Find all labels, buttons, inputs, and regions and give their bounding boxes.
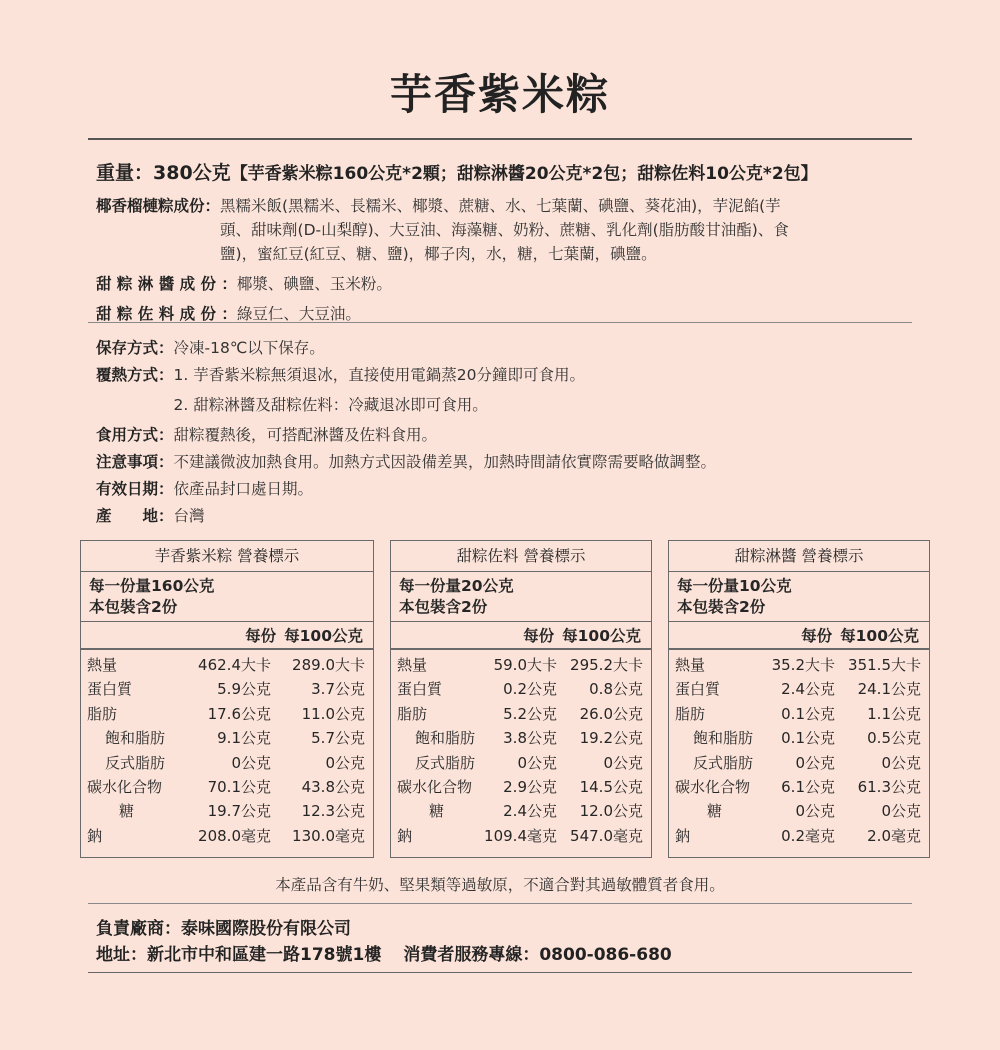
nutrition-row: 鈉 109.4毫克 547.0毫克 [397, 826, 643, 845]
weight-section [96, 158, 916, 185]
ingredient-label: 甜 粽 佐 料 成 份 ： [96, 305, 237, 323]
col-per-100g: 每100公克 [284, 627, 363, 645]
nutrition-row: 鈉 0.2毫克 2.0毫克 [675, 826, 921, 845]
info-label: 有效日期： [96, 480, 174, 498]
nutrition-row: 脂肪 0.1公克 1.1公克 [675, 704, 921, 723]
nutrition-title: 甜粽佐料 營養標示 [391, 541, 651, 572]
nutrition-row: 飽和脂肪 0.1公克 0.5公克 [693, 729, 921, 748]
manufacturer-label: 負責廠商： [96, 919, 181, 939]
nutrition-header [391, 622, 651, 650]
nutrition-title: 甜粽淋醬 營養標示 [669, 541, 929, 572]
info-row-usage [96, 423, 916, 447]
info-value: 甜粽覆熱後，可搭配淋醬及佐料食用。 [173, 426, 438, 444]
ingredient-line: 椰漿、碘鹽、玉米粉。 [236, 275, 392, 293]
info-value: 台灣 [173, 507, 205, 525]
serving-size: 每一份量160公克 [89, 577, 215, 595]
info-value: 2. 甜粽淋醬及甜粽佐料：冷藏退冰即可食用。 [173, 396, 488, 414]
ingredient-line: 綠豆仁、大豆油。 [236, 305, 361, 323]
nutrition-row: 熱量 35.2大卡 351.5大卡 [675, 656, 921, 674]
nutrition-row: 脂肪 17.6公克 11.0公克 [87, 704, 365, 723]
servings-per-pack: 本包裝含2份 [399, 598, 488, 616]
nutrition-row: 反式脂肪 0公克 0公克 [693, 753, 921, 772]
nutrition-rows [81, 650, 373, 848]
nutrition-serving [391, 572, 651, 622]
weight-detail: 【芋香紫米粽160公克*2顆；甜粽淋醬20公克*2包；甜粽佐料10公克*2包】 [230, 164, 818, 184]
nutrition-row: 鈉 208.0毫克 130.0毫克 [87, 826, 365, 845]
col-per-serving: 每份 [801, 627, 833, 645]
info-label: 食用方式： [96, 426, 174, 444]
info-section [96, 336, 916, 528]
info-label: 覆熱方式： [96, 366, 174, 384]
serving-size: 每一份量20公克 [399, 577, 514, 595]
nutrition-row: 蛋白質 0.2公克 0.8公克 [397, 680, 643, 699]
nutrition-row: 碳水化合物 70.1公克 43.8公克 [87, 777, 365, 796]
ingredient-line: 鹽)，蜜紅豆(紅豆、糖、鹽)，椰子肉，水，糖，七葉蘭，碘鹽。 [220, 245, 657, 263]
nutrition-row: 反式脂肪 0公克 0公克 [415, 753, 643, 772]
nutrition-row: 飽和脂肪 9.1公克 5.7公克 [105, 729, 365, 748]
divider-top [88, 138, 912, 140]
hotline-label: 消費者服務專線： [403, 945, 540, 965]
info-label: 保存方式： [96, 339, 174, 357]
nutrition-title: 芋香紫米粽 營養標示 [81, 541, 373, 572]
nutrition-header [81, 622, 373, 650]
ingredient-row-main [96, 194, 916, 266]
info-row-storage [96, 336, 916, 360]
nutrition-row: 飽和脂肪 3.8公克 19.2公克 [415, 729, 643, 748]
allergen-notice: 本產品含有牛奶、堅果類等過敏原，不適合對其過敏體質者食用。 [275, 876, 725, 894]
divider-bottom-1 [88, 903, 912, 904]
ingredient-label: 甜 粽 淋 醬 成 份 ： [96, 275, 237, 293]
ingredient-row-sauce [96, 272, 916, 296]
nutrition-serving [81, 572, 373, 622]
col-per-serving: 每份 [523, 627, 555, 645]
manufacturer-name: 泰味國際股份有限公司 [181, 919, 351, 939]
info-value: 冷凍-18℃以下保存。 [173, 339, 325, 357]
col-per-100g: 每100公克 [840, 627, 919, 645]
serving-size: 每一份量10公克 [677, 577, 792, 595]
info-row-origin [96, 504, 916, 528]
nutrition-panel-topping [390, 540, 652, 858]
info-row-expiry [96, 477, 916, 501]
info-value: 不建議微波加熱食用。加熱方式因設備差異，加熱時間請依實際需要略做調整。 [173, 453, 717, 471]
divider-bottom-2 [88, 972, 912, 973]
divider-mid [88, 322, 912, 323]
nutrition-row: 糖 2.4公克 12.0公克 [429, 802, 643, 821]
servings-per-pack: 本包裝含2份 [89, 598, 178, 616]
info-label: 注意事項： [96, 453, 174, 471]
nutrition-rows [669, 650, 929, 848]
ingredients-section [96, 194, 916, 326]
ingredient-line: 黑糯米飯(黑糯米、長糯米、椰漿、蔗糖、水、七葉蘭、碘鹽、葵花油)，芋泥餡(芋 [220, 197, 781, 215]
nutrition-row: 蛋白質 5.9公克 3.7公克 [87, 680, 365, 699]
nutrition-row: 蛋白質 2.4公克 24.1公克 [675, 680, 921, 699]
address-value: 新北市中和區建一路178號1樓 [147, 945, 382, 965]
hotline-value: 0800-086-680 [539, 945, 672, 965]
nutrition-row: 糖 0公克 0公克 [707, 802, 921, 821]
nutrition-panel-zongzi [80, 540, 374, 858]
nutrition-header [669, 622, 929, 650]
weight-label: 重量： [96, 162, 154, 184]
ingredient-label: 椰香榴槤粽成份： [96, 197, 221, 215]
info-value: 1. 芋香紫米粽無須退冰，直接使用電鍋蒸20分鐘即可食用。 [173, 366, 585, 384]
nutrition-row: 熱量 59.0大卡 295.2大卡 [397, 656, 643, 674]
info-label: 產 地： [96, 507, 174, 525]
servings-per-pack: 本包裝含2份 [677, 598, 766, 616]
col-per-100g: 每100公克 [562, 627, 641, 645]
nutrition-rows [391, 650, 651, 848]
nutrition-row: 糖 19.7公克 12.3公克 [119, 802, 365, 821]
nutrition-serving [669, 572, 929, 622]
info-row-reheat [96, 363, 916, 417]
nutrition-row: 碳水化合物 2.9公克 14.5公克 [397, 777, 643, 796]
nutrition-row: 熱量 462.4大卡 289.0大卡 [87, 656, 365, 674]
info-value: 依產品封口處日期。 [173, 480, 314, 498]
nutrition-row: 脂肪 5.2公克 26.0公克 [397, 704, 643, 723]
nutrition-row: 反式脂肪 0公克 0公克 [105, 753, 365, 772]
product-title: 芋香紫米粽 [389, 70, 610, 119]
manufacturer-line [96, 914, 351, 939]
weight-line [96, 158, 916, 185]
address-line [96, 940, 672, 965]
col-per-serving: 每份 [245, 627, 277, 645]
info-row-notice [96, 450, 916, 474]
weight-value: 380公克 [153, 162, 231, 184]
nutrition-row: 碳水化合物 6.1公克 61.3公克 [675, 777, 921, 796]
ingredient-line: 頭、甜味劑(D-山梨醇)、大豆油、海藻糖、奶粉、蔗糖、乳化劑(脂肪酸甘油酯)、食 [220, 221, 789, 239]
nutrition-panel-sauce [668, 540, 930, 858]
address-label: 地址： [96, 945, 147, 965]
